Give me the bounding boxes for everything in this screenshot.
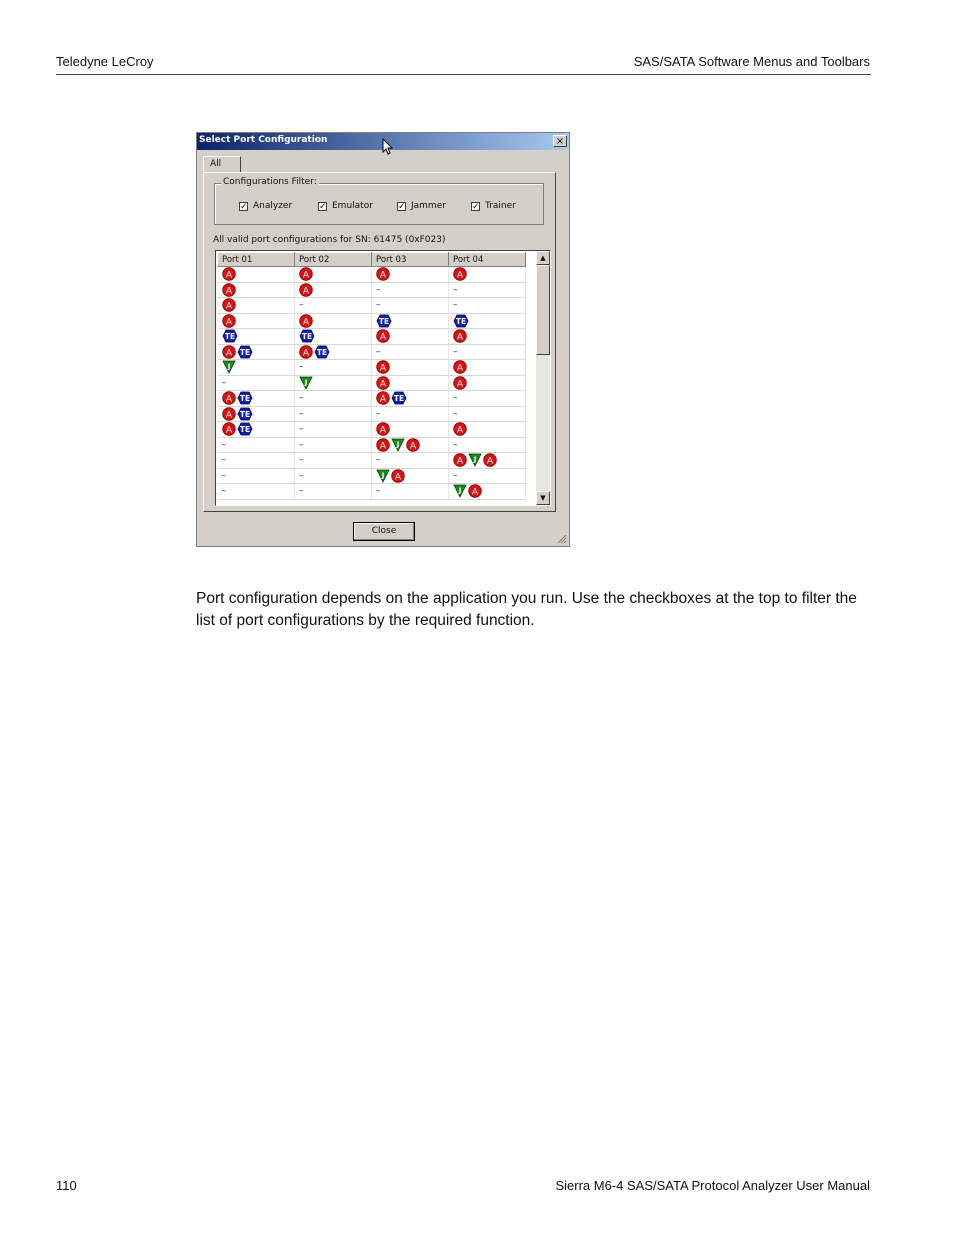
empty-cell-dash: – (376, 346, 381, 357)
analyzer-icon (453, 267, 467, 281)
empty-cell-dash: – (453, 346, 458, 357)
analyzer-icon (222, 422, 236, 436)
empty-cell-dash: – (376, 284, 381, 295)
port-cell (295, 313, 372, 329)
port-cell (218, 344, 295, 360)
port-cell (295, 344, 372, 360)
svg-text:A: A (456, 456, 464, 467)
vertical-scrollbar[interactable] (536, 251, 550, 505)
empty-cell-dash: – (453, 300, 458, 311)
analyzer-icon (222, 283, 236, 297)
empty-cell-dash: – (453, 439, 458, 450)
analyzer-icon (222, 267, 236, 281)
analyzer-icon (222, 314, 236, 328)
body-paragraph: Port configuration depends on the application you run. Use the checkboxes at the top to filter the list of port configurations by the required function. (196, 590, 857, 629)
port-cell (372, 282, 449, 298)
table-row[interactable] (218, 282, 526, 298)
checkbox-label: Analyzer (253, 201, 293, 211)
svg-text:TE: TE (224, 332, 235, 342)
svg-text:A: A (456, 379, 464, 390)
svg-text:A: A (225, 348, 232, 359)
port-cell (295, 360, 372, 376)
table-row[interactable] (218, 329, 526, 345)
svg-text:A: A (379, 332, 387, 343)
empty-cell-dash: – (221, 455, 226, 466)
svg-text:A: A (456, 332, 464, 343)
empty-cell-dash: – (299, 486, 304, 497)
filter-trainer-checkbox[interactable] (471, 201, 516, 211)
analyzer-icon (222, 345, 236, 359)
analyzer-icon (376, 391, 390, 405)
close-icon[interactable]: × (553, 135, 567, 147)
checkbox-label: Emulator (332, 201, 373, 211)
port-cell (449, 391, 526, 407)
svg-text:A: A (456, 425, 464, 436)
checkbox-box: ✓ (240, 201, 248, 212)
svg-text:A: A (471, 487, 479, 498)
svg-text:A: A (394, 472, 402, 483)
trainer-emulator-icon (237, 391, 253, 405)
port-cell (449, 329, 526, 345)
jammer-icon (222, 360, 236, 374)
jammer-icon (468, 453, 482, 467)
port-cell (449, 453, 526, 469)
scrollbar-thumb[interactable] (536, 265, 550, 355)
configurations-filter-label: Configurations Filter: (223, 177, 317, 187)
jammer-icon (453, 484, 467, 498)
svg-text:A: A (302, 348, 310, 359)
port-configurations-table (217, 252, 526, 500)
empty-cell-dash: – (453, 408, 458, 419)
svg-text:A: A (379, 363, 387, 374)
port-cell (295, 267, 372, 283)
analyzer-icon (376, 360, 390, 374)
svg-text:J: J (227, 362, 230, 371)
port-cell (372, 437, 449, 453)
port-cell (372, 375, 449, 391)
svg-text:A: A (225, 410, 232, 421)
analyzer-icon (222, 391, 236, 405)
svg-text:A: A (409, 441, 417, 452)
port-cell (218, 468, 295, 484)
port-cell (372, 344, 449, 360)
port-cell (372, 298, 449, 314)
checkbox-label: Jammer (411, 201, 446, 211)
trainer-emulator-icon (299, 329, 315, 343)
port-cell (295, 298, 372, 314)
jammer-icon (376, 469, 390, 483)
port-cell (449, 468, 526, 484)
table-row[interactable] (218, 344, 526, 360)
port-cell (372, 391, 449, 407)
empty-cell-dash: – (221, 486, 226, 497)
empty-cell-dash: – (221, 439, 226, 450)
scroll-up-icon[interactable]: ▲ (536, 251, 550, 265)
svg-text:A: A (379, 425, 387, 436)
svg-text:TE: TE (239, 425, 250, 435)
table-row[interactable] (218, 313, 526, 329)
filter-analyzer-checkbox[interactable] (239, 201, 292, 211)
port-cell (449, 298, 526, 314)
jammer-icon (299, 376, 313, 390)
port-cell (449, 422, 526, 438)
svg-text:TE: TE (239, 409, 250, 419)
dialog-title: Select Port Configuration (199, 135, 328, 145)
svg-text:J: J (304, 378, 308, 387)
page-header-right: SAS/SATA Software Menus and Toolbars (633, 54, 870, 69)
tab-all[interactable]: All (203, 156, 241, 173)
table-row[interactable] (218, 468, 526, 484)
svg-text:A: A (302, 317, 310, 328)
empty-cell-dash: – (299, 362, 304, 373)
table-row[interactable] (218, 422, 526, 438)
port-cell (218, 298, 295, 314)
empty-cell-dash: – (299, 408, 304, 419)
column-header-port-02[interactable]: Port 02 (295, 253, 372, 267)
port-cell (372, 468, 449, 484)
empty-cell-dash: – (299, 439, 304, 450)
port-cell (218, 453, 295, 469)
svg-text:A: A (225, 286, 232, 297)
table-row[interactable] (218, 375, 526, 391)
port-cell (218, 422, 295, 438)
table-row[interactable] (218, 437, 526, 453)
analyzer-icon (376, 329, 390, 343)
port-cell (295, 453, 372, 469)
svg-text:A: A (379, 394, 387, 405)
port-cell (449, 344, 526, 360)
port-cell (218, 313, 295, 329)
svg-text:TE: TE (316, 347, 328, 357)
port-cell (295, 282, 372, 298)
trainer-emulator-icon (376, 314, 392, 328)
port-cell (449, 406, 526, 422)
port-cell (295, 484, 372, 500)
table-row[interactable] (218, 360, 526, 376)
close-button[interactable]: Close (353, 522, 415, 541)
port-cell (372, 360, 449, 376)
filter-emulator-checkbox[interactable] (318, 201, 373, 211)
trainer-emulator-icon (237, 345, 253, 359)
port-cell (372, 484, 449, 500)
port-cell (372, 313, 449, 329)
empty-cell-dash: – (221, 470, 226, 481)
empty-cell-dash: – (299, 455, 304, 466)
svg-text:A: A (302, 270, 310, 281)
analyzer-icon (376, 422, 390, 436)
svg-text:J: J (458, 486, 462, 495)
empty-cell-dash: – (453, 284, 458, 295)
analyzer-icon (453, 453, 467, 467)
svg-text:A: A (225, 394, 232, 405)
jammer-icon (391, 438, 405, 452)
trainer-emulator-icon (237, 422, 253, 436)
port-cell (218, 329, 295, 345)
port-cell (372, 329, 449, 345)
empty-cell-dash: – (376, 408, 381, 419)
analyzer-icon (376, 438, 390, 452)
port-cell (449, 282, 526, 298)
empty-cell-dash: – (376, 455, 381, 466)
port-cell (372, 406, 449, 422)
analyzer-icon (299, 314, 313, 328)
analyzer-icon (376, 376, 390, 390)
analyzer-icon (222, 298, 236, 312)
svg-text:A: A (302, 286, 310, 297)
table-row[interactable] (218, 298, 526, 314)
empty-cell-dash: – (299, 393, 304, 404)
analyzer-icon (406, 438, 420, 452)
table-row[interactable] (218, 453, 526, 469)
select-port-configuration-dialog (196, 132, 570, 547)
port-cell (218, 375, 295, 391)
configurations-filter-group (214, 177, 544, 225)
empty-cell-dash: – (299, 300, 304, 311)
svg-text:A: A (456, 363, 464, 374)
column-header-port-01[interactable]: Port 01 (218, 253, 295, 267)
svg-text:TE: TE (393, 394, 405, 404)
port-cell (295, 375, 372, 391)
svg-text:TE: TE (378, 316, 390, 326)
svg-text:TE: TE (239, 347, 250, 357)
checkbox-box: ✓ (398, 201, 406, 212)
table-row[interactable] (218, 406, 526, 422)
empty-cell-dash: – (299, 424, 304, 435)
port-cell (295, 406, 372, 422)
trainer-emulator-icon (237, 407, 253, 421)
analyzer-icon (391, 469, 405, 483)
svg-text:J: J (396, 440, 400, 449)
table-row[interactable] (218, 267, 526, 283)
table-row[interactable] (218, 484, 526, 500)
analyzer-icon (376, 267, 390, 281)
empty-cell-dash: – (299, 470, 304, 481)
svg-text:A: A (379, 441, 387, 452)
checkbox-box: ✓ (319, 201, 327, 212)
mouse-cursor-icon (382, 138, 394, 156)
port-cell (295, 437, 372, 453)
list-caption: All valid port configurations for SN: 61475 (0xF023) (213, 235, 446, 245)
filter-jammer-checkbox[interactable] (397, 201, 446, 211)
port-configurations-list[interactable] (215, 250, 551, 506)
port-cell (295, 468, 372, 484)
analyzer-icon (453, 360, 467, 374)
port-cell (295, 422, 372, 438)
analyzer-icon (483, 453, 497, 467)
analyzer-icon (222, 407, 236, 421)
empty-cell-dash: – (221, 377, 226, 388)
svg-text:A: A (225, 317, 232, 328)
svg-text:A: A (379, 379, 387, 390)
header-rule (56, 74, 871, 75)
analyzer-icon (299, 283, 313, 297)
port-cell (372, 422, 449, 438)
analyzer-icon (299, 345, 313, 359)
trainer-emulator-icon (222, 329, 238, 343)
trainer-emulator-icon (391, 391, 407, 405)
scroll-down-icon[interactable]: ▼ (536, 491, 550, 505)
svg-text:A: A (456, 270, 464, 281)
empty-cell-dash: – (376, 486, 381, 497)
page-header-left: Teledyne LeCroy (56, 54, 154, 69)
port-cell (218, 282, 295, 298)
port-cell (218, 484, 295, 500)
port-cell (218, 437, 295, 453)
column-header-port-03[interactable]: Port 03 (372, 253, 449, 267)
trainer-emulator-icon (314, 345, 330, 359)
trainer-emulator-icon (453, 314, 469, 328)
port-cell (218, 267, 295, 283)
svg-text:TE: TE (455, 316, 467, 326)
svg-text:A: A (225, 301, 232, 312)
analyzer-icon (453, 329, 467, 343)
svg-text:TE: TE (239, 394, 250, 404)
footer-title: Sierra M6-4 SAS/SATA Protocol Analyzer User Manual (555, 1178, 870, 1193)
svg-text:J: J (473, 455, 477, 464)
svg-text:TE: TE (301, 332, 313, 342)
empty-cell-dash: – (453, 393, 458, 404)
port-cell (372, 267, 449, 283)
port-cell (218, 360, 295, 376)
empty-cell-dash: – (376, 300, 381, 311)
analyzer-icon (468, 484, 482, 498)
port-cell (449, 484, 526, 500)
port-cell (218, 406, 295, 422)
checkbox-label: Trainer (485, 201, 516, 211)
port-cell (295, 391, 372, 407)
checkbox-box: ✓ (472, 201, 480, 212)
svg-text:A: A (225, 425, 232, 436)
port-cell (449, 313, 526, 329)
port-cell (372, 453, 449, 469)
analyzer-icon (299, 267, 313, 281)
port-cell (449, 267, 526, 283)
footer-page-number: 110 (56, 1178, 77, 1193)
svg-text:A: A (379, 270, 387, 281)
analyzer-icon (453, 376, 467, 390)
table-row[interactable] (218, 391, 526, 407)
column-header-port-04[interactable]: Port 04 (449, 253, 526, 267)
port-cell (449, 375, 526, 391)
svg-text:J: J (381, 471, 385, 480)
svg-text:A: A (225, 270, 232, 281)
svg-text:A: A (486, 456, 494, 467)
tab-panel (203, 172, 556, 512)
empty-cell-dash: – (453, 470, 458, 481)
port-cell (218, 391, 295, 407)
port-cell (295, 329, 372, 345)
port-cell (449, 437, 526, 453)
resize-grip-icon[interactable] (556, 533, 567, 544)
analyzer-icon (453, 422, 467, 436)
port-cell (449, 360, 526, 376)
